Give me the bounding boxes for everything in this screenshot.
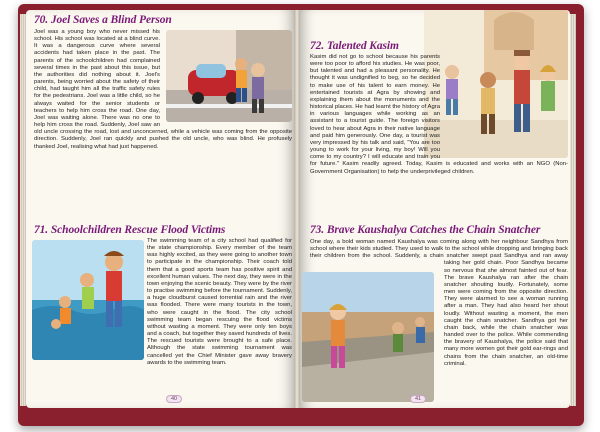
story-72-title: 72. Talented Kasim	[310, 40, 399, 52]
story-73-text	[310, 239, 568, 399]
story-70-title: 70. Joel Saves a Blind Person	[34, 14, 172, 26]
page-edges-right	[570, 14, 576, 406]
story-72-float-spacer	[440, 54, 568, 160]
story-73-title: 73. Brave Kaushalya Catches the Chain Snatcher	[310, 224, 541, 236]
story-72-text	[310, 54, 568, 222]
story-70-body: Joel was a young boy who never missed his school. His school was located at a blind curve. It was a dangerous curve where several accidents had taken place in the past. The parents of the schoolchildren had complained several times in the past about this issue, but the authorities did nothing about it. Joel's parents, being worried about the safety of their child, had taught him all the traffic safety rules for the pedestrians. Joel was a little child, so he always waited for the senior students or teachers to help him cross the road. One day, Joel was waiting alone. There was no one to help him cross the road. Suddenly, Joel saw an old uncle crossing the road, lost and unconcerned, while a vehicle was coming from the opposite direction. Suddenly, Joel ran quickly and pushed the old uncle, who was blind. He profusely thanked Joel, realising what had just happened.	[34, 29, 292, 150]
story-73-body: One day, a bold woman named Kaushalya was coming along with her neighbour Sandhya from school where their kids studied. They used to walk to the school while dropping and bringing back their children from the school. Suddenly, a chain snatcher swept past Sandhya and ran away taking her gold chain. Poor Sandhya became so nervous that she almost fainted out of fear. The brave Kaushalya ran after the chain snatcher shouting loudly. Fortunately, some men were coming from the opposite direction. They were alarmed to see a woman running after a man. They had also heard her shout loudly. Without wasting a moment, the men caught the chain snatcher. Sandhya got her chain back, while the chain snatcher was handed over to the police. While commending the bravery of Kaushalya, the police said that many more women got their gold ear-rings and chains from the chain snatcher, an old-time criminal.	[310, 239, 568, 367]
page-number-left: 40	[166, 395, 182, 403]
story-70-float-spacer	[160, 29, 292, 123]
story-71-title: 71. Schoolchildren Rescue Flood Victims	[34, 224, 226, 236]
story-72-body: Kasim did not go to school because his parents were too poor to afford his studies. He was poor, but talented and had a pleasant personality. He thought it was undignified to beg, so he decided to make use of his talent to earn money. He entertained tourists at Agra by showing and explaining them about the monuments and the historical places. He had learnt the history of Agra in various languages while working as an assistant to a tourist guide. The foreign visitors loved to hear about Agra in their native language and paid him generously. One day, a tourist was very impressed by his talk and said, "You are too young to work for your living, my boy! Will you come to my country? I will educate and train you for future." Kasim readily agreed. Today, Kasim is educated and works with an NGO (Non-Government Organisation) to help the underprivileged children.	[310, 54, 568, 175]
story-73-float-spacer	[310, 267, 444, 399]
page-number-right: 41	[410, 395, 426, 403]
story-71-illustration	[32, 240, 144, 360]
story-70-text	[34, 29, 292, 223]
left-page	[26, 10, 294, 408]
right-page	[300, 10, 570, 408]
story-71-text: The swimming team of a city school had qualified for the state championship. Every member of the team was highly excited, as they were going to another town to participate in the championship. Their coach told them that a good sports team has positive spirit and excellent human values. The next day, they were in the town enjoying the scenic beauty. They were by the river to practise swimming before the tournament. Suddenly, a huge cloudburst caused torrential rain and the river was flooded. There were many tourists in the town, who were caught in the flood. The city school swimming team began rescuing the flood victims without wasting a moment. They were only ten boys and a coach, but together they saved hundreds of lives. The rescued tourists were brought to a safe place. Although the state swimming tournament was cancelled yet the Chief Minister gave away bravery awards to the swimming team.	[147, 238, 292, 366]
